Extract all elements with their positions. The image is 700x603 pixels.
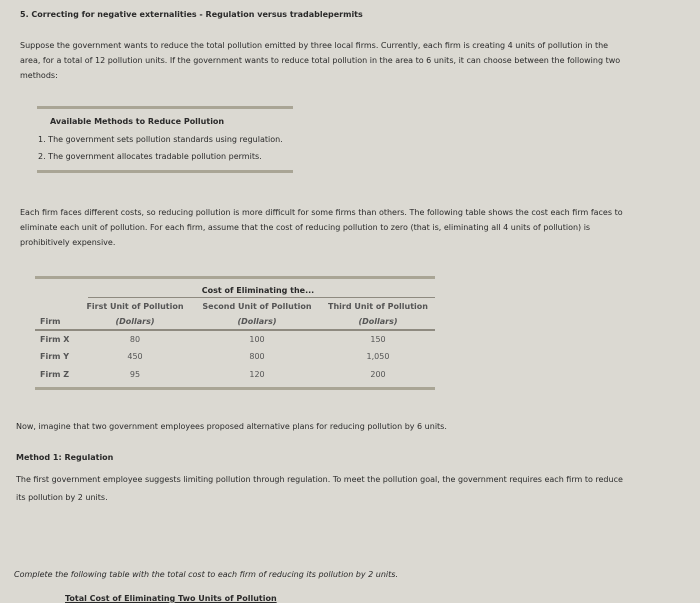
firm-name: Firm X [40,335,70,344]
intro-line: methods: [20,71,58,80]
column-header: Third Unit of Pollution [328,302,428,311]
divider [37,106,293,109]
cell: 150 [370,335,386,344]
now-text: Now, imagine that two government employees proposed alternative plans for reducing pollution by 6 units. [16,422,447,431]
column-header: First Unit of Pollution [86,302,184,311]
column-unit: (Dollars) [115,317,155,326]
cell: 100 [249,335,265,344]
method1-text: The first government employee suggests limiting pollution through regulation. To meet the pollution goal, the government requires each firm to reduce [16,475,623,484]
intro-line: Suppose the government wants to reduce the total pollution emitted by three local firms. Currently, each firm is creating 4 units of pollution in the [20,41,609,50]
method-item: 1. The government sets pollution standards using regulation. [38,135,283,144]
divider [35,329,435,331]
cell: 80 [129,335,141,344]
column-header: Second Unit of Pollution [202,302,312,311]
method1-heading: Method 1: Regulation [16,453,114,462]
firm-header: Firm [40,317,61,326]
cell: 95 [129,370,141,379]
divider [88,297,435,298]
divider [35,387,435,390]
cell: 120 [249,370,265,379]
para-line: prohibitively expensive. [20,238,116,247]
firm-name: Firm Y [40,352,70,361]
column-unit: (Dollars) [358,317,398,326]
intro-line: area, for a total of 12 pollution units. If the government wants to reduce total pollution in the area to 6 units, it can choose between the following two [20,56,621,65]
cell: 800 [249,352,265,361]
para-line: Each firm faces different costs, so reducing pollution is more difficult for some firms than others. The following table shows the cost each firm faces to [20,208,623,217]
divider [35,276,435,279]
para-line: eliminate each unit of pollution. For each firm, assume that the cost of reducing pollution to zero (that is, eliminating all 4 units of pollution) is [20,223,591,232]
method1-text: its pollution by 2 units. [16,493,108,502]
instruction-text: Complete the following table with the total cost to each firm of reducing its pollution by 2 units. [14,570,398,579]
cell: 450 [127,352,143,361]
cell: 1,050 [366,352,390,361]
divider [37,170,293,173]
methods-heading: Available Methods to Reduce Pollution [50,117,225,126]
firm-name: Firm Z [40,370,70,379]
method-item: 2. The government allocates tradable pollution permits. [38,152,262,161]
cell: 200 [370,370,386,379]
table2-title: Total Cost of Eliminating Two Units of Pollution [65,594,277,603]
column-unit: (Dollars) [237,317,277,326]
group-header: Cost of Eliminating the... [201,286,315,295]
page-title: 5. Correcting for negative externalities - Regulation versus tradablepermits [20,10,363,19]
